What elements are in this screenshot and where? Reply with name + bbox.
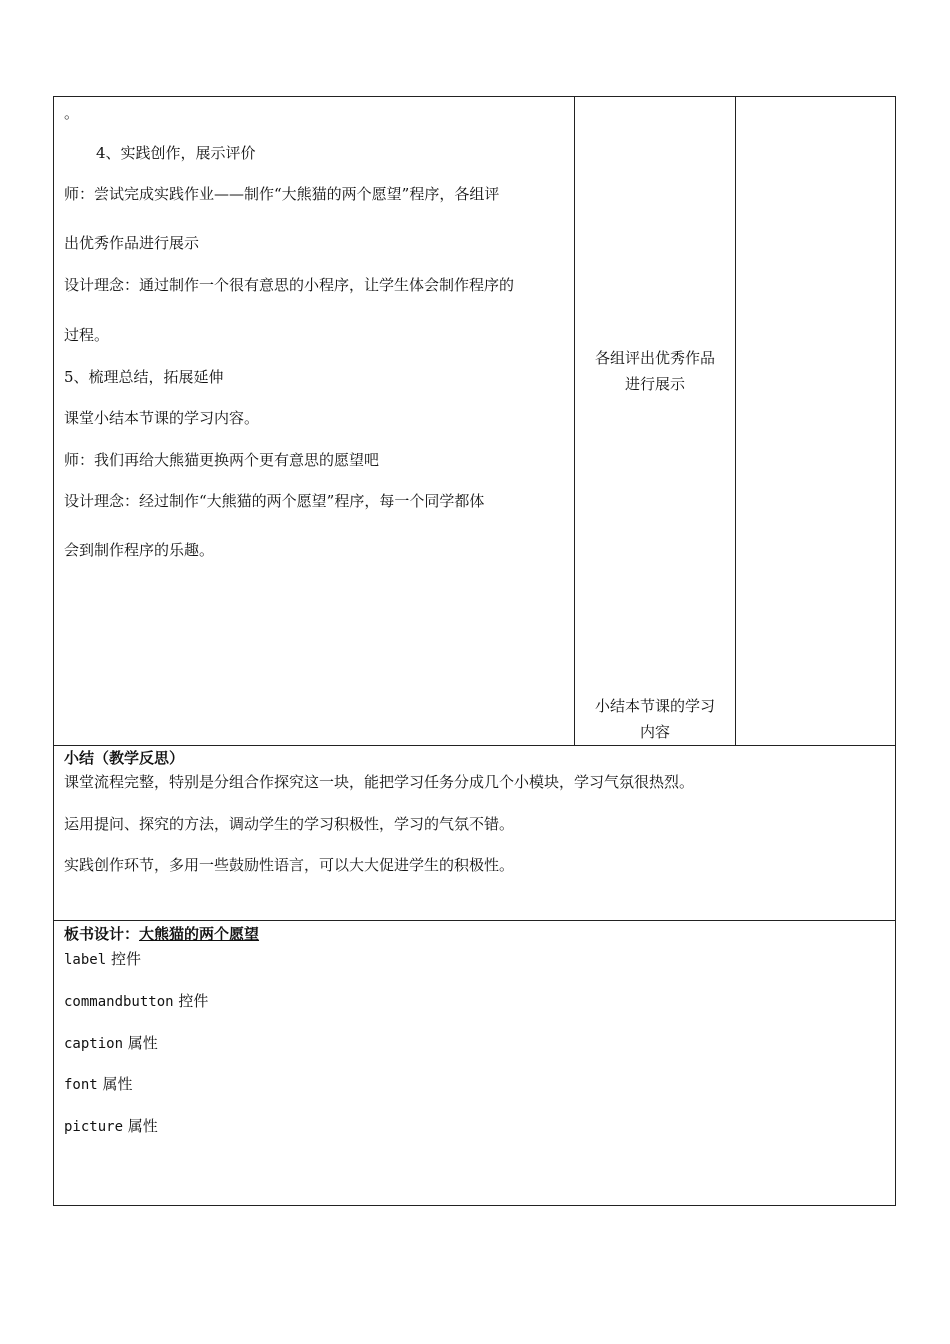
board-item-code: font [64,1077,98,1093]
reflection-line: 运用提问、探究的方法，调动学生的学习积极性，学习的气氛不错。 [64,815,515,833]
board-item-code: commandbutton [64,994,174,1010]
text-line: 师：尝试完成实践作业——制作“大熊猫的两个愿望”程序，各组评 [64,185,500,203]
note-line: 进行展示 [624,375,685,393]
board-item [64,1033,158,1054]
teaching-reflection-section [53,745,896,921]
board-item-text: 属性 [127,1117,158,1135]
text-line: 课堂小结本节课的学习内容。 [64,409,260,427]
board-item-text: 属性 [127,1034,158,1052]
text-line: 。 [64,104,80,122]
reflection-line: 实践创作环节，多用一些鼓励性语言，可以大大促进学生的积极性。 [64,856,515,874]
board-heading-label: 板书设计： [64,925,140,943]
text-line: 过程。 [64,326,110,344]
note-line: 内容 [639,723,670,741]
step-heading: 5、梳理总结，拓展延伸 [64,368,224,386]
board-item-text: 控件 [178,992,209,1010]
student-activity-note [575,693,735,745]
text-line: 设计理念：通过制作一个很有意思的小程序，让学生体会制作程序的 [64,276,515,294]
note-line: 小结本节课的学习 [594,697,715,715]
text-line: 师：我们再给大熊猫更换两个更有意思的愿望吧 [64,451,380,469]
board-item-text: 属性 [102,1075,133,1093]
board-item [64,1116,158,1137]
lesson-process-section [53,96,896,746]
step-heading: 4、实践创作，展示评价 [96,144,256,162]
board-heading-title: 大熊猫的两个愿望 [139,925,260,943]
text-line: 会到制作程序的乐趣。 [64,541,215,559]
board-item [64,991,208,1012]
board-item [64,1074,133,1095]
column-divider-1 [574,97,575,745]
board-item-code: caption [64,1036,124,1052]
section-heading: 小结（教学反思） [64,749,185,767]
column-divider-2 [735,97,736,745]
text-line: 出优秀作品进行展示 [64,234,200,252]
board-design-section [53,920,896,1206]
student-activity-note [575,345,735,397]
text-line: 设计理念：经过制作“大熊猫的两个愿望”程序，每一个同学都体 [64,492,485,510]
board-item-code: picture [64,1119,124,1135]
board-item-text: 控件 [110,950,141,968]
board-item [64,949,141,970]
reflection-line: 课堂流程完整，特别是分组合作探究这一块，能把学习任务分成几个小模块，学习气氛很热烈。 [64,773,695,791]
note-line: 各组评出优秀作品 [594,349,715,367]
board-item-code: label [64,952,107,968]
section-heading [64,924,259,944]
